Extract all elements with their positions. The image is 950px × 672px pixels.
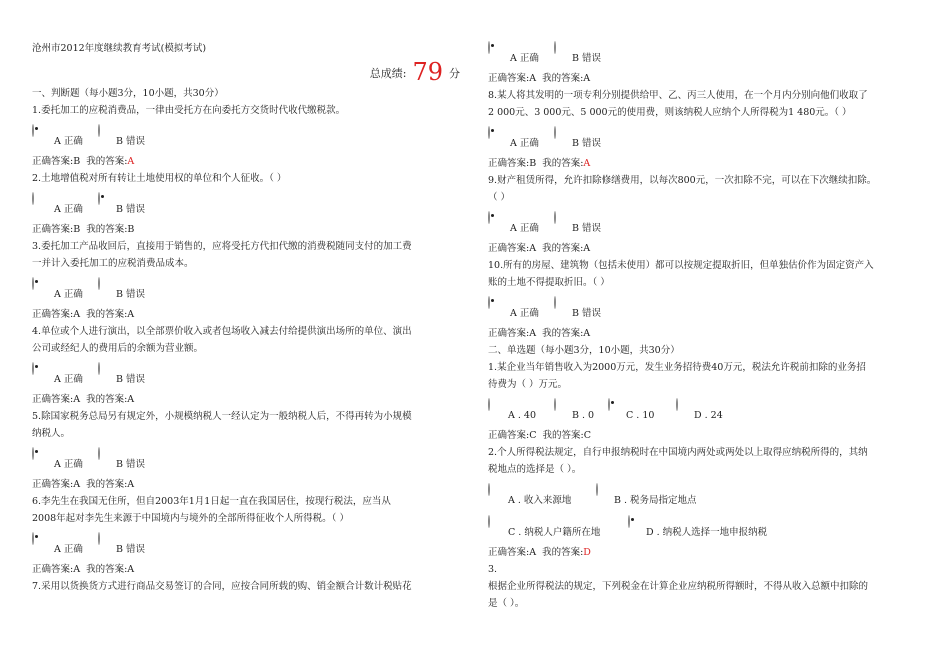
question-8-radio-1[interactable] xyxy=(554,126,556,139)
question-6-mine-label: 我的答案: xyxy=(86,564,128,575)
question-3-option-label-1: B 错误 xyxy=(116,289,146,300)
question-3-correct-answer: A xyxy=(73,309,81,320)
question-7-options xyxy=(488,36,928,87)
question-6-radio-1-wrap[interactable] xyxy=(98,530,100,547)
question-10-mine-label: 我的答案: xyxy=(542,328,584,339)
question-5-options xyxy=(32,442,472,470)
question-7-options-option-label-1: B 错误 xyxy=(572,53,602,64)
single-question-1-line-1: 1.某企业当年销售收入为2000万元，发生业务招待费40万元，税法允许税前扣除的业务招 xyxy=(488,362,866,373)
single-question-1-radio-1-wrap[interactable] xyxy=(554,396,556,413)
question-2-radio-1[interactable] xyxy=(98,192,100,205)
score-unit: 分 xyxy=(449,67,460,80)
single-question-1-option-label-1: B . 0 xyxy=(572,410,595,421)
question-1-radio-1-wrap[interactable] xyxy=(98,122,100,139)
question-1-radio-0[interactable] xyxy=(32,124,34,137)
question-6 xyxy=(32,493,472,578)
section-title-judgment: 一、判断题（每小题3分，10小题，共30分） xyxy=(32,88,224,99)
single-question-2-row2-radio-1-wrap[interactable] xyxy=(628,513,630,530)
question-4-answer-line xyxy=(32,391,472,408)
question-1-option-label-0: A 正确 xyxy=(54,136,83,147)
question-7-options-answer-line xyxy=(488,70,928,87)
question-6-options xyxy=(32,527,472,555)
question-4-option-label-0: A 正确 xyxy=(54,374,83,385)
question-3-option-label-0: A 正确 xyxy=(54,289,83,300)
question-5-radio-1[interactable] xyxy=(98,447,100,460)
single-question-1-radio-0-wrap[interactable] xyxy=(488,396,490,413)
question-7-text xyxy=(32,578,472,595)
question-10-line-2: 账的土地不得提取折旧。（ ） xyxy=(488,277,610,288)
question-4-correct-answer: A xyxy=(73,394,81,405)
question-3-radio-1-wrap[interactable] xyxy=(98,275,100,292)
question-10-radio-0[interactable] xyxy=(488,296,490,309)
single-question-1-radio-3[interactable] xyxy=(676,398,678,411)
single-question-2-row2-options xyxy=(488,510,928,538)
single-question-1-correct-label: 正确答案: xyxy=(488,430,530,441)
single-question-2-row1-options xyxy=(488,478,928,506)
question-10-radio-1[interactable] xyxy=(554,296,556,309)
question-2-radio-0[interactable] xyxy=(32,192,34,205)
question-8-my-answer: A xyxy=(583,158,591,169)
question-5-option-label-0: A 正确 xyxy=(54,459,83,470)
question-3-line-1: 3.委托加工产品收回后，直接用于销售的，应将受托方代扣代缴的消费税随同支付的加工费 xyxy=(32,241,412,252)
question-3-radio-0-wrap[interactable] xyxy=(32,275,34,292)
question-7-options-radio-1[interactable] xyxy=(554,41,556,54)
question-9-option-label-1: B 错误 xyxy=(572,223,602,234)
question-6-my-answer: A xyxy=(127,564,135,575)
question-7-text-line-1: 7.采用以货换货方式进行商品交易签订的合同，应按合同所载的购、销金额合计数计税贴花 xyxy=(32,581,412,592)
question-2-mine-label: 我的答案: xyxy=(86,224,128,235)
right-column xyxy=(488,0,928,612)
question-3-mine-label: 我的答案: xyxy=(86,309,128,320)
left-column xyxy=(32,0,472,595)
question-9-my-answer: A xyxy=(583,243,591,254)
single-question-2-row1-option-label-1: B . 税务局指定地点 xyxy=(614,495,697,506)
question-8 xyxy=(488,87,928,172)
question-3-radio-0[interactable] xyxy=(32,277,34,290)
score-value: 79 xyxy=(412,58,443,86)
question-10-radio-1-wrap[interactable] xyxy=(554,294,556,311)
question-5-radio-1-wrap[interactable] xyxy=(98,445,100,462)
single-question-1-line-2: 待费为（ ）万元。 xyxy=(488,379,568,390)
question-6-correct-answer: A xyxy=(73,564,81,575)
question-4-line-2: 公司或经纪人的费用后的余额为营业额。 xyxy=(32,343,204,354)
question-2-radio-0-wrap[interactable] xyxy=(32,190,34,207)
single-question-2-my-answer: D xyxy=(583,547,591,558)
single-question-2-line-1: 2.个人所得税法规定，自行申报纳税时在中国境内两处或两处以上取得应纳税所得的，其纳 xyxy=(488,447,868,458)
question-9-mine-label: 我的答案: xyxy=(542,243,584,254)
question-4-radio-1[interactable] xyxy=(98,362,100,375)
single-question-2-row1-radio-1-wrap[interactable] xyxy=(596,481,598,498)
question-3-correct-label: 正确答案: xyxy=(32,309,74,320)
question-8-line-2: 2 000元、3 000元、5 000元的使用费，则该纳税人应纳个人所得税为1 480元。（ ） xyxy=(488,107,852,118)
total-score xyxy=(32,59,472,85)
question-6-option-label-0: A 正确 xyxy=(54,544,83,555)
single-question-1-radio-3-wrap[interactable] xyxy=(676,396,678,413)
question-2-option-label-0: A 正确 xyxy=(54,204,83,215)
question-5-radio-0[interactable] xyxy=(32,447,34,460)
single-question-2-row2-option-label-0: C . 纳税人户籍所在地 xyxy=(508,527,601,538)
question-4-options xyxy=(32,357,472,385)
question-6-line-1: 6.李先生在我国无住所，但自2003年1月1日起一直在我国居住，按现行税法，应当从 xyxy=(32,496,391,507)
single-question-1-option-label-2: C . 10 xyxy=(626,410,655,421)
single-question-2-row2-option-label-1: D . 纳税人选择一地申报纳税 xyxy=(646,527,768,538)
question-6-correct-label: 正确答案: xyxy=(32,564,74,575)
question-1-correct-label: 正确答案: xyxy=(32,156,74,167)
single-question-3-line-1: 根据企业所得税法的规定，下列税金在计算企业应纳税所得额时，不得从收入总额中扣除的 xyxy=(488,581,869,592)
single-question-3-line-2: 是（ ）。 xyxy=(488,598,525,609)
question-8-line-1: 8.某人将其发明的一项专利分别提供给甲、乙、丙三人使用，在一个月内分别向他们收取了 xyxy=(488,90,868,101)
question-1-options xyxy=(32,119,472,147)
question-1-mine-label: 我的答案: xyxy=(86,156,128,167)
question-10-answer-line xyxy=(488,325,928,342)
question-2-option-label-1: B 错误 xyxy=(116,204,146,215)
question-3-answer-line xyxy=(32,306,472,323)
question-6-option-label-1: B 错误 xyxy=(116,544,146,555)
question-4-mine-label: 我的答案: xyxy=(86,394,128,405)
question-10-radio-0-wrap[interactable] xyxy=(488,294,490,311)
question-4-radio-1-wrap[interactable] xyxy=(98,360,100,377)
single-question-2-row2-radio-1[interactable] xyxy=(628,515,630,528)
question-1-my-answer: A xyxy=(127,156,135,167)
question-6-radio-0-wrap[interactable] xyxy=(32,530,34,547)
question-5-radio-0-wrap[interactable] xyxy=(32,445,34,462)
question-2-correct-answer: B xyxy=(73,224,81,235)
question-9-radio-1-wrap[interactable] xyxy=(554,209,556,226)
question-4-radio-0[interactable] xyxy=(32,362,34,375)
question-9-answer-line xyxy=(488,240,928,257)
question-7-options-correct-label: 正确答案: xyxy=(488,73,530,84)
single-question-3-number: 3. xyxy=(488,564,498,575)
question-1-line-1: 1.委托加工的应税消费品，一律由受托方在向委托方交货时代收代缴税款。 xyxy=(32,105,346,116)
question-6-radio-1[interactable] xyxy=(98,532,100,545)
single-question-2-mine-label: 我的答案: xyxy=(542,547,584,558)
single-question-2-correct-answer: A xyxy=(529,547,537,558)
question-7-options-radio-0-wrap[interactable] xyxy=(488,39,490,56)
question-8-correct-label: 正确答案: xyxy=(488,158,530,169)
question-8-options xyxy=(488,121,928,149)
question-8-radio-0[interactable] xyxy=(488,126,490,139)
question-10-option-label-1: B 错误 xyxy=(572,308,602,319)
question-4 xyxy=(32,323,472,408)
question-5-line-1: 5.除国家税务总局另有规定外，小规模纳税人一经认定为一般纳税人后，不得再转为小规模 xyxy=(32,411,412,422)
single-question-2-row1-radio-0[interactable] xyxy=(488,483,490,496)
question-5-correct-answer: A xyxy=(73,479,81,490)
question-3 xyxy=(32,238,472,323)
question-10-correct-label: 正确答案: xyxy=(488,328,530,339)
question-10-line-1: 10.所有的房屋、建筑物（包括未使用）都可以按规定提取折旧，但单独估价作为固定资产入 xyxy=(488,260,874,271)
single-question-1-correct-answer: C xyxy=(529,430,537,441)
question-7-options-my-answer: A xyxy=(583,73,591,84)
single-question-2-row2-radio-0[interactable] xyxy=(488,515,490,528)
question-9 xyxy=(488,172,928,257)
question-8-option-label-0: A 正确 xyxy=(510,138,539,149)
question-6-answer-line xyxy=(32,561,472,578)
question-9-radio-1[interactable] xyxy=(554,211,556,224)
question-9-correct-label: 正确答案: xyxy=(488,243,530,254)
page-title: 沧州市2012年度继续教育考试(模拟考试) xyxy=(32,43,207,54)
question-7-options-mine-label: 我的答案: xyxy=(542,73,584,84)
question-10-option-label-0: A 正确 xyxy=(510,308,539,319)
question-4-correct-label: 正确答案: xyxy=(32,394,74,405)
question-6-radio-0[interactable] xyxy=(32,532,34,545)
question-2-answer-line xyxy=(32,221,472,238)
question-1-answer-line xyxy=(32,153,472,170)
question-1 xyxy=(32,102,472,170)
question-3-options xyxy=(32,272,472,300)
question-3-radio-1[interactable] xyxy=(98,277,100,290)
single-question-2-row2-radio-0-wrap[interactable] xyxy=(488,513,490,530)
question-9-correct-answer: A xyxy=(529,243,537,254)
question-1-option-label-1: B 错误 xyxy=(116,136,146,147)
question-8-mine-label: 我的答案: xyxy=(542,158,584,169)
single-question-1 xyxy=(488,359,928,444)
question-7-options-option-label-0: A 正确 xyxy=(510,53,539,64)
question-8-answer-line xyxy=(488,155,928,172)
question-4-radio-0-wrap[interactable] xyxy=(32,360,34,377)
single-question-2-row1-radio-0-wrap[interactable] xyxy=(488,481,490,498)
question-5-correct-label: 正确答案: xyxy=(32,479,74,490)
single-question-1-radio-2[interactable] xyxy=(608,398,610,411)
single-question-1-option-label-3: D . 24 xyxy=(694,410,723,421)
single-question-1-option-label-0: A . 40 xyxy=(508,410,537,421)
question-9-option-label-0: A 正确 xyxy=(510,223,539,234)
single-question-1-radio-1[interactable] xyxy=(554,398,556,411)
question-9-radio-0-wrap[interactable] xyxy=(488,209,490,226)
question-2-line-1: 2.土地增值税对所有转让土地使用权的单位和个人征收。（ ） xyxy=(32,173,287,184)
question-1-correct-answer: B xyxy=(73,156,81,167)
question-5-option-label-1: B 错误 xyxy=(116,459,146,470)
question-9-line-2: （ ） xyxy=(488,192,511,203)
section-title-single-choice: 二、单选题（每小题3分，10小题，共30分） xyxy=(488,345,680,356)
question-8-radio-1-wrap[interactable] xyxy=(554,124,556,141)
question-8-correct-answer: B xyxy=(529,158,537,169)
single-question-2-row1-radio-1[interactable] xyxy=(596,483,598,496)
question-3-line-2: 一并计入委托加工的应税消费品成本。 xyxy=(32,258,194,269)
question-2-radio-1-wrap[interactable] xyxy=(98,190,100,207)
question-3-my-answer: A xyxy=(127,309,135,320)
question-9-options xyxy=(488,206,928,234)
question-5-answer-line xyxy=(32,476,472,493)
single-question-2-line-2: 税地点的选择是（ ）。 xyxy=(488,464,582,475)
question-9-radio-0[interactable] xyxy=(488,211,490,224)
question-1-radio-0-wrap[interactable] xyxy=(32,122,34,139)
question-10-my-answer: A xyxy=(583,328,591,339)
question-4-line-1: 4.单位或个人进行演出，以全部票价收入或者包场收入减去付给提供演出场所的单位、演出 xyxy=(32,326,412,337)
question-2-correct-label: 正确答案: xyxy=(32,224,74,235)
single-question-2 xyxy=(488,444,928,561)
single-question-2-answer-line xyxy=(488,544,928,561)
question-1-radio-1[interactable] xyxy=(98,124,100,137)
question-6-line-2: 2008年起对李先生来源于中国境内与境外的全部所得征收个人所得税。（ ） xyxy=(32,513,349,524)
single-question-1-answer-line xyxy=(488,427,928,444)
question-7-options-correct-answer: A xyxy=(529,73,537,84)
question-10-correct-answer: A xyxy=(529,328,537,339)
question-2-options xyxy=(32,187,472,215)
question-5-line-2: 纳税人。 xyxy=(32,428,71,439)
single-question-1-my-answer: C xyxy=(583,430,591,441)
question-2 xyxy=(32,170,472,238)
question-7-options-options xyxy=(488,36,928,64)
single-question-1-mine-label: 我的答案: xyxy=(542,430,584,441)
question-5-mine-label: 我的答案: xyxy=(86,479,128,490)
question-4-my-answer: A xyxy=(127,394,135,405)
question-2-my-answer: B xyxy=(127,224,135,235)
question-7-options-radio-1-wrap[interactable] xyxy=(554,39,556,56)
single-question-2-correct-label: 正确答案: xyxy=(488,547,530,558)
question-5-my-answer: A xyxy=(127,479,135,490)
single-question-1-radio-2-wrap[interactable] xyxy=(608,396,610,413)
score-label: 总成绩: xyxy=(369,67,407,80)
question-7-options-radio-0[interactable] xyxy=(488,41,490,54)
question-9-line-1: 9.财产租赁所得，允许扣除修缮费用，以每次800元，一次扣除不完，可以在下次继续扣除。 xyxy=(488,175,877,186)
question-8-option-label-1: B 错误 xyxy=(572,138,602,149)
question-5 xyxy=(32,408,472,493)
single-question-2-row1-option-label-0: A . 收入来源地 xyxy=(508,495,572,506)
single-question-1-radio-0[interactable] xyxy=(488,398,490,411)
question-4-option-label-1: B 错误 xyxy=(116,374,146,385)
question-10-options xyxy=(488,291,928,319)
question-10 xyxy=(488,257,928,342)
single-question-1-options xyxy=(488,393,928,421)
question-8-radio-0-wrap[interactable] xyxy=(488,124,490,141)
